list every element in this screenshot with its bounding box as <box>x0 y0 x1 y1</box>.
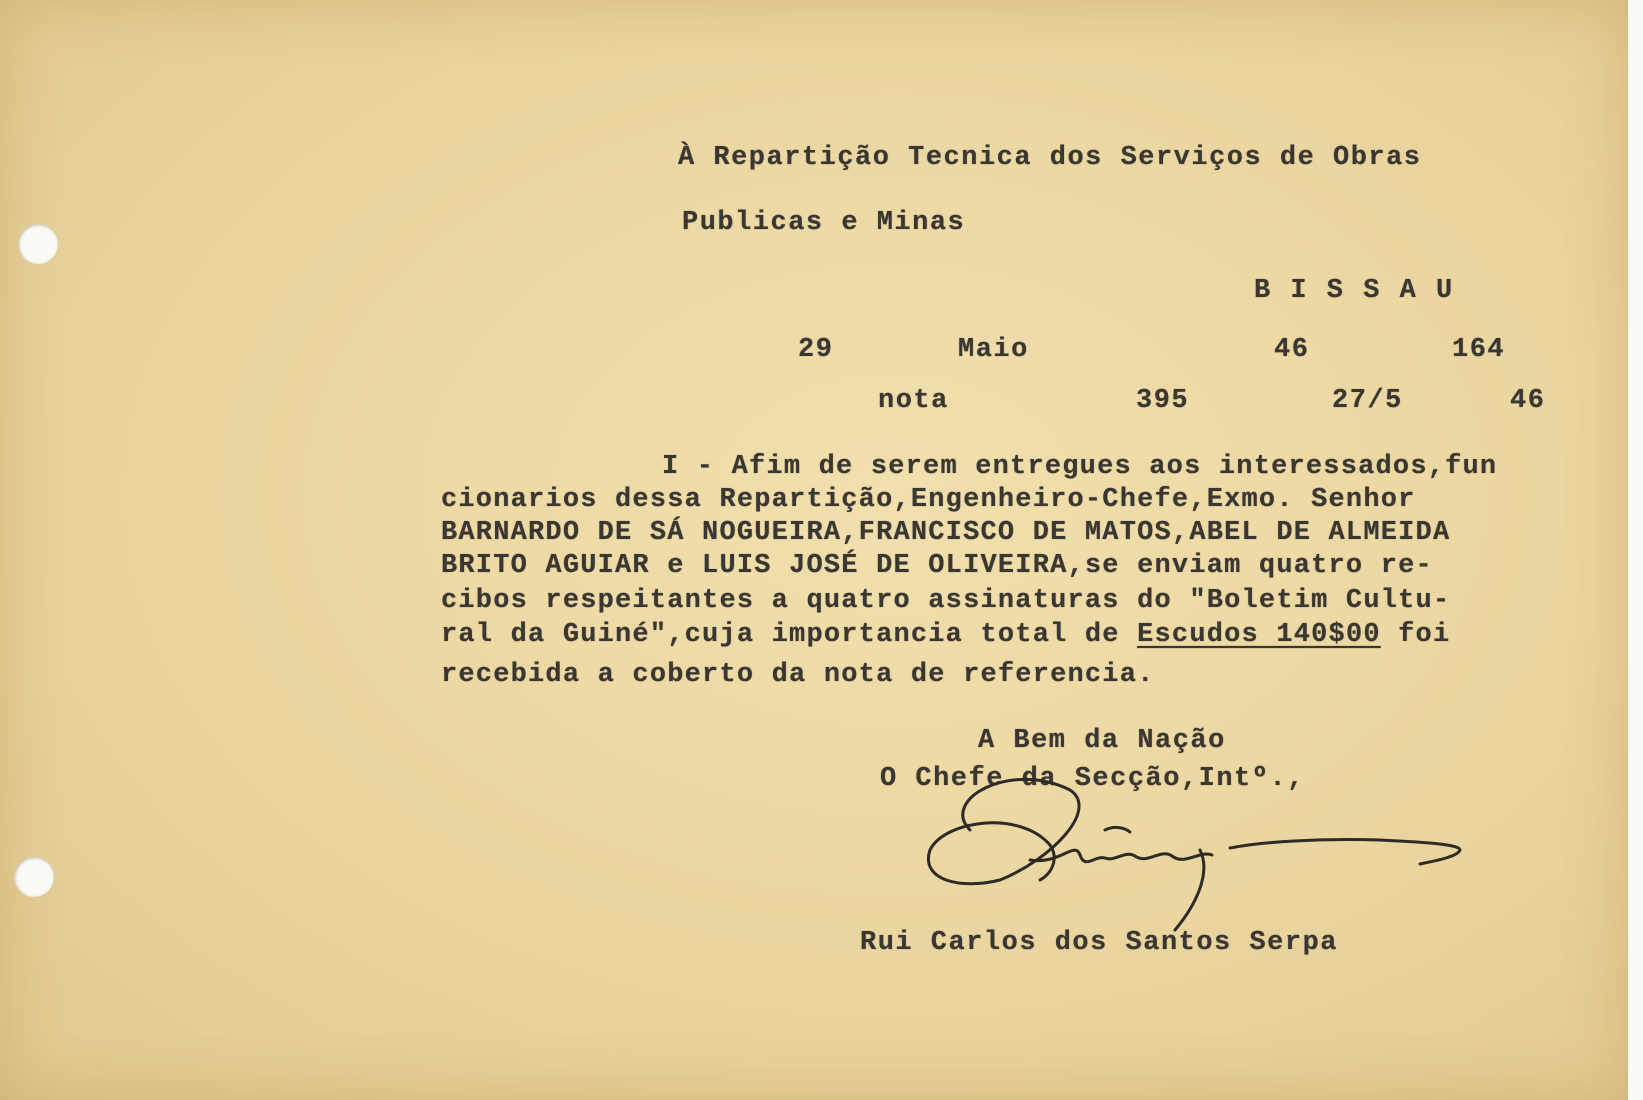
reference-year: 46 <box>1510 386 1546 416</box>
body-line-text: ral da Guiné",cuja importancia total de <box>441 620 1138 650</box>
handwritten-signature <box>900 770 1470 950</box>
amount: Escudos 140$00 <box>1137 620 1381 650</box>
body-line: cionarios dessa Repartição,Engenheiro-Chefe,Exmo. Senhor <box>441 485 1416 515</box>
body-line: cibos respeitantes a quatro assinaturas do "Boletim Cultu- <box>441 586 1451 616</box>
reference-number: 395 <box>1136 386 1190 416</box>
reference-date: 27/5 <box>1332 386 1403 416</box>
reference-label: nota <box>878 386 949 416</box>
punch-hole-top <box>18 224 58 264</box>
date-year: 46 <box>1274 335 1310 365</box>
signatory-position: O Chefe da Secção,Intº., <box>880 764 1305 794</box>
date-month: Maio <box>958 335 1029 365</box>
punch-hole-bottom <box>14 857 54 897</box>
date-number: 164 <box>1452 335 1506 365</box>
addressee-line-1: À Repartição Tecnica dos Serviços de Obras <box>678 143 1422 173</box>
date-day: 29 <box>798 335 834 365</box>
body-line: I - Afim de serem entregues aos interessados,fun <box>662 452 1498 482</box>
body-line-text: foi <box>1380 620 1451 650</box>
page-margin <box>1628 0 1643 1100</box>
city: B I S S A U <box>1254 276 1455 306</box>
body-line: BRITO AGUIAR e LUIS JOSÉ DE OLIVEIRA,se enviam quatro re- <box>441 551 1433 581</box>
signatory-name: Rui Carlos dos Santos Serpa <box>860 928 1338 958</box>
closing-salutation: A Bem da Nação <box>978 726 1226 756</box>
body-line-with-amount <box>441 620 1450 650</box>
body-line: recebida a coberto da nota de referencia. <box>441 660 1155 690</box>
addressee-line-2: Publicas e Minas <box>682 208 966 238</box>
body-line: BARNARDO DE SÁ NOGUEIRA,FRANCISCO DE MATOS,ABEL DE ALMEIDA <box>441 518 1451 548</box>
